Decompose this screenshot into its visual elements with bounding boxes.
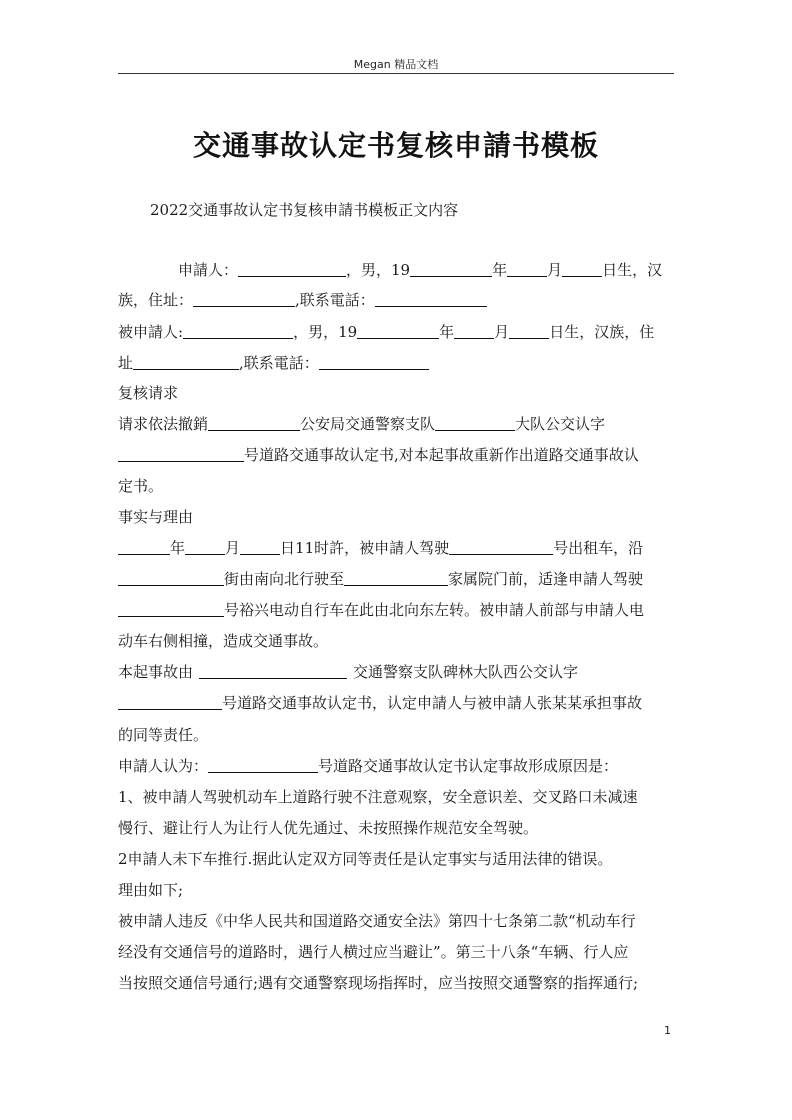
- blank-line: [238, 262, 346, 277]
- blank-line: [507, 262, 547, 277]
- blank-line: [454, 324, 494, 339]
- blank-line: [185, 540, 225, 555]
- blank-line: [410, 262, 492, 277]
- page-header: Megan 精品文档: [353, 58, 439, 71]
- blank-line: [449, 540, 553, 555]
- blank-line: [208, 416, 300, 431]
- label-text: ，男，19: [346, 261, 411, 279]
- blank-line: [357, 324, 439, 339]
- label-text: 申請人：: [178, 261, 239, 279]
- blank-line: [562, 262, 602, 277]
- facts-line-15: 当按照交通信号通行;遇有交通警察现场指挥时，应当按照交通警察的指挥通行;: [118, 974, 639, 992]
- intro-line: 2022交通事故认定书复核申請书模板正文内容: [150, 201, 459, 219]
- label-text: 本起事故由: [118, 663, 194, 681]
- blank-line: [193, 292, 295, 307]
- facts-line-11: 2申請人未下车推行.据此认定双方同等责任是认定事实与适用法律的错误。: [118, 850, 613, 868]
- blank-line: [319, 355, 429, 370]
- section-heading-review-request: 复核请求: [118, 384, 179, 402]
- blank-line: [435, 416, 515, 431]
- label-text: 址: [118, 354, 134, 372]
- blank-line: [199, 664, 347, 679]
- facts-line-4: 动车右侧相撞，造成交通事故。: [118, 632, 329, 650]
- facts-line-3: [118, 600, 674, 620]
- label-text: 号道路交通事故认定书，认定申請人与被申請人张某某承担事故: [222, 694, 643, 712]
- blank-line: [183, 324, 293, 339]
- facts-line-8: [118, 756, 674, 776]
- blank-line: [375, 292, 487, 307]
- label-text: 族，住址：: [118, 291, 194, 309]
- applicant-line-2: [118, 290, 674, 310]
- header-divider: [118, 73, 674, 74]
- label-text: 年: [439, 323, 455, 341]
- label-text: 被申請人:: [118, 323, 184, 341]
- blank-line: [509, 324, 549, 339]
- label-text: 大队公交认字: [515, 415, 606, 433]
- blank-line: [208, 758, 318, 773]
- blank-line: [344, 571, 448, 586]
- label-text: 月: [547, 261, 563, 279]
- respondent-line-2: [118, 353, 674, 373]
- blank-line: [240, 540, 280, 555]
- label-text: 号道路交通事故认定书认定事故形成原因是：: [318, 757, 619, 775]
- label-text: 申請人认为：: [118, 757, 209, 775]
- facts-line-6: [118, 693, 674, 713]
- document-title: 交通事故认定书复核申請书模板: [192, 129, 599, 162]
- blank-line: [118, 540, 170, 555]
- label-text: ,联系電話：: [239, 354, 319, 372]
- label-text: 月: [225, 539, 241, 557]
- label-text: 街由南向北行驶至: [224, 570, 345, 588]
- request-line-2: [118, 445, 674, 465]
- label-text: 号裕兴电动自行车在此由北向东左转。被申請人前部与申請人电: [224, 601, 645, 619]
- request-line-3: 定书。: [118, 477, 164, 495]
- facts-line-9: 1、被申請人驾驶机动车上道路行驶不注意观察，安全意识差、交叉路口未减速: [118, 788, 638, 806]
- blank-line: [118, 571, 224, 586]
- facts-line-10: 慢行、避让行人为让行人优先通过、未按照操作规范安全驾驶。: [118, 819, 539, 837]
- section-heading-facts: 事实与理由: [118, 508, 194, 526]
- blank-line: [133, 355, 239, 370]
- blank-line: [118, 602, 224, 617]
- facts-line-5: [118, 662, 674, 682]
- label-text: 号道路交通事故认定书,对本起事故重新作出道路交通事故认: [244, 446, 639, 464]
- facts-line-2: [118, 569, 674, 589]
- facts-line-13: 被申請人违反《中华人民共和国道路交通安全法》第四十七条第二款“机动车行: [118, 912, 636, 930]
- respondent-line-1: [118, 322, 674, 342]
- facts-line-1: [118, 538, 674, 558]
- facts-line-12: 理由如下;: [118, 881, 184, 899]
- applicant-line-1: [178, 260, 674, 280]
- label-text: 日11时許，被申請人驾驶: [280, 539, 450, 557]
- label-text: 日生，汉族，住: [549, 323, 655, 341]
- facts-line-7: 的同等责任。: [118, 726, 209, 744]
- label-text: 请求依法撤銷: [118, 415, 209, 433]
- blank-line: [118, 447, 244, 462]
- blank-line: [118, 695, 222, 710]
- page-number: 1: [664, 1024, 671, 1037]
- request-line-1: [118, 414, 674, 434]
- label-text: 家属院门前，适逢申請人驾驶: [448, 570, 644, 588]
- label-text: 月: [494, 323, 510, 341]
- label-text: ,联系電話：: [295, 291, 375, 309]
- label-text: 年: [492, 261, 508, 279]
- label-text: 公安局交通警察支队: [300, 415, 436, 433]
- label-text: ，男，19: [293, 323, 358, 341]
- label-text: 日生，汉: [602, 261, 663, 279]
- facts-line-14: 经没有交通信号的道路时，遇行人横过应当避让”。第三十八条“车辆、行人应: [118, 943, 629, 961]
- label-text: 年: [170, 539, 186, 557]
- label-text: 交通警察支队碑林大队西公交认字: [353, 663, 579, 681]
- label-text: 号出租车，沿: [553, 539, 644, 557]
